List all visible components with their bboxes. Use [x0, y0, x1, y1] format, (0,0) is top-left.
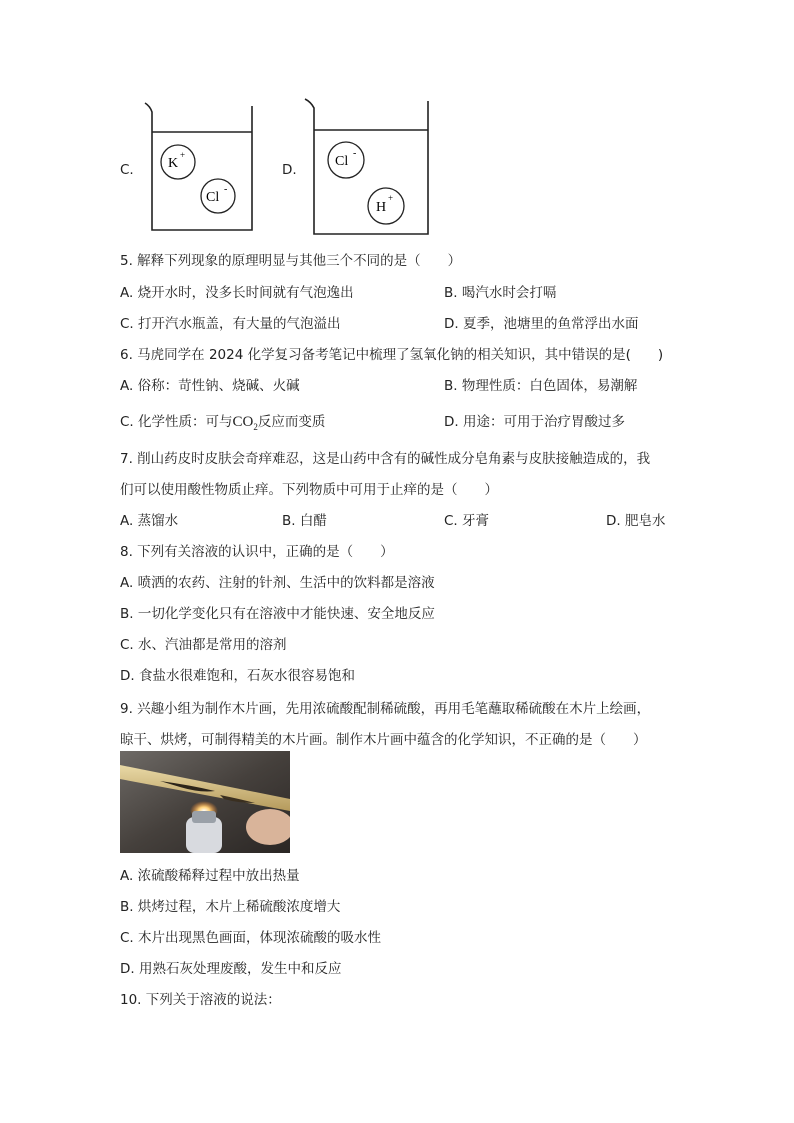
q6-option-d: D. 用途：可用于治疗胃酸过多: [444, 414, 625, 430]
q7-option-c: C. 牙膏: [444, 513, 490, 529]
k-ion-charge: +: [180, 150, 186, 160]
q9-stem-line1: 9. 兴趣小组为制作木片画，先用浓硫酸配制稀硫酸，再用毛笔蘸取稀硫酸在木片上绘画，: [120, 701, 651, 717]
option-d-label: D.: [282, 162, 297, 178]
k-ion-symbol: K: [168, 156, 179, 171]
q6-option-a: A. 俗称：苛性钠、烧碱、火碱: [120, 378, 300, 394]
cl-ion-charge: -: [224, 184, 228, 195]
q7-option-a: A. 蒸馏水: [120, 513, 179, 529]
h-ion-charge: +: [388, 193, 394, 203]
cl-ion-symbol-d: Cl: [335, 154, 349, 169]
q6-option-c-suffix: 反应而变质: [257, 414, 326, 430]
q9-option-d: D. 用熟石灰处理废酸，发生中和反应: [120, 961, 342, 977]
q6-option-c-prefix: C. 化学性质：可与: [120, 414, 233, 430]
cl-ion-charge-d: -: [353, 148, 357, 159]
option-c-label: C.: [120, 162, 134, 178]
q5-option-b: B. 喝汽水时会打嗝: [444, 285, 557, 301]
q7-option-b: B. 白醋: [282, 513, 327, 529]
q8-stem: 8. 下列有关溶液的认识中，正确的是（ ）: [120, 544, 394, 560]
q9-option-a: A. 浓硫酸稀释过程中放出热量: [120, 868, 300, 884]
q7-stem-line2: 们可以使用酸性物质止痒。下列物质中可用于止痒的是（ ）: [120, 482, 498, 498]
q5-option-a: A. 烧开水时，没多长时间就有气泡逸出: [120, 285, 354, 301]
q5-option-d: D. 夏季，池塘里的鱼常浮出水面: [444, 316, 639, 332]
h-ion-symbol: H: [376, 200, 387, 215]
q5-option-c: C. 打开汽水瓶盖，有大量的气泡溢出: [120, 316, 341, 332]
q9-option-c: C. 木片出现黑色画面，体现浓硫酸的吸水性: [120, 930, 382, 946]
q7-stem-line1: 7. 削山药皮时皮肤会奇痒难忍，这是山药中含有的碱性成分皂角素与皮肤接触造成的，我: [120, 451, 651, 467]
wood-painting-photo: [120, 751, 290, 853]
cl-ion-symbol: Cl: [206, 190, 220, 205]
q6-stem: 6. 马虎同学在 2024 化学复习备考笔记中梳理了氢氧化钠的相关知识，其中错误的是( ): [120, 347, 664, 363]
q9-option-b: B. 烘烤过程，木片上稀硫酸浓度增大: [120, 899, 341, 915]
q10-stem: 10. 下列关于溶液的说法：: [120, 992, 281, 1008]
q8-option-d: D. 食盐水很难饱和，石灰水很容易饱和: [120, 668, 355, 684]
beaker-d-diagram: [300, 94, 435, 240]
q5-stem: 5. 解释下列现象的原理明显与其他三个不同的是（ ）: [120, 253, 462, 269]
q6-option-b: B. 物理性质：白色固体，易潮解: [444, 378, 638, 394]
beaker-c-diagram: [140, 98, 260, 236]
q8-option-c: C. 水、汽油都是常用的溶剂: [120, 637, 287, 653]
q8-option-b: B. 一切化学变化只有在溶液中才能快速、安全地反应: [120, 606, 435, 622]
q9-stem-line2: 晾干、烘烤，可制得精美的木片画。制作木片画中蕴含的化学知识，不正确的是（ ）: [120, 732, 647, 748]
co2-formula: $CO_2$: [232, 414, 258, 432]
q8-option-a: A. 喷洒的农药、注射的针剂、生活中的饮料都是溶液: [120, 575, 435, 591]
q7-option-d: D. 肥皂水: [606, 513, 666, 529]
q6-option-c: [120, 410, 325, 432]
